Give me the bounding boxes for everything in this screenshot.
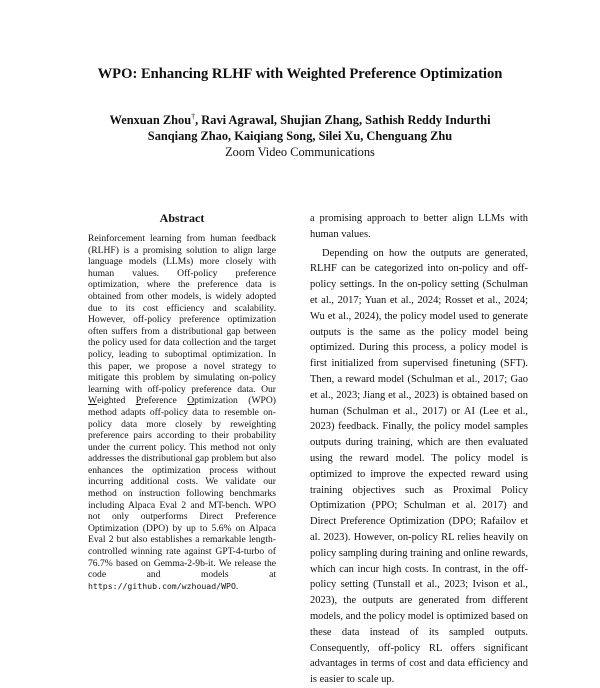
affiliation: Zoom Video Communications (225, 145, 375, 159)
paper-title: WPO: Enhancing RLHF with Weighted Preference Optimization (97, 66, 503, 82)
abstract-w-rest: eighted (97, 395, 136, 407)
abstract-part-1: Reinforcement learning from human feedback (RLHF) is a promising solution to align large language models (LLMs) more closely with human values. Off-policy preference optimization, where the preference data is obtained from other models, is widely adopted due to its cost efficiency and scalability. However, off-policy preference optimization often suffers from a distributional gap between the policy used for data collection and the target policy, leading to suboptimal optimization. In this paper, we propose a novel strategy to mitigate this problem by simulating on-policy learning with off-policy preference data. Our (88, 233, 276, 395)
body-paragraph-1: a promising approach to better align LLMs with human values. (310, 213, 528, 240)
authors-line-1-rest: , Ravi Agrawal, Shujian Zhang, Sathish Reddy Indurthi (195, 113, 491, 127)
author-block (0, 112, 600, 160)
abstract-heading: Abstract (159, 211, 205, 225)
abstract-text (88, 233, 276, 592)
body-paragraph-2: Depending on how the outputs are generated, RLHF can be categorized into on-policy and off-policy settings. In the on-policy setting (Schulman et al., 2017; Yuan et al., 2024; Rosset et al., 2024; Wu et al., 2024), the policy model used to generate outputs is the same as the policy model being optimized. During this process, a policy model is first initialized from supervised finetuning (SFT). Then, a reward model (Schulman et al., 2017; Gao et al., 2023; Jiang et al., 2023) is obtained based on human (Schulman et al., 2017) or AI (Lee et al., 2023) feedback. Finally, the policy model samples outputs during training, which are then evaluated using the reward model. The policy model is optimized to improve the expected reward using training objectives such as Proximal Policy Optimization (PPO; Schulman et al. 2017) and Direct Preference Optimization (DPO; Rafailov et al. 2023). However, on-policy RL relies heavily on policy sampling during training and online rewards, which can incur high costs. In contrast, in the off-policy setting (Tunstall et al., 2023; Ivison et al., 2023), the outputs are generated from different models, and the policy model is optimized based on these data instead of its sampled outputs. Consequently, off-policy RL offers significant advantages in terms of cost and data efficiency and is easier to scale up. (310, 247, 528, 686)
abstract-p-rest: reference (141, 395, 188, 407)
right-column (310, 211, 528, 686)
abstract-p-letter: P (135, 395, 142, 407)
abstract-end: . (235, 580, 239, 592)
author-footnote-mark: † (191, 111, 196, 121)
abstract-o-letter: O (187, 395, 195, 407)
authors-line-2: Sanqiang Zhao, Kaiqiang Song, Silei Xu, Chenguang Zhu (147, 129, 453, 143)
code-url-link[interactable]: https://github.com/wzhouad/WPO (88, 580, 236, 591)
abstract-w-letter: W (88, 395, 98, 407)
authors-line-1 (0, 112, 600, 128)
author-first: Wenxuan Zhou (109, 113, 192, 127)
abstract-part-2: ptimization (WPO) method adapts off-policy data to resemble on-policy data more closely by reweighting preference pairs according to their probability under the current policy. This method not only addresses the distributional gap problem but also enhances the optimization process without incurring additional costs. We validate our method on instruction following benchmarks including Alpaca Eval 2 and MT-bench. WPO not only outperforms Direct Preference Optimization (DPO) by up to 5.6% on Alpaca Eval 2 but also establishes a remarkable length-controlled winning rate against GPT-4-turbo of 76.7% based on Gemma-2-9b-it. We release the code and models at (88, 395, 277, 581)
